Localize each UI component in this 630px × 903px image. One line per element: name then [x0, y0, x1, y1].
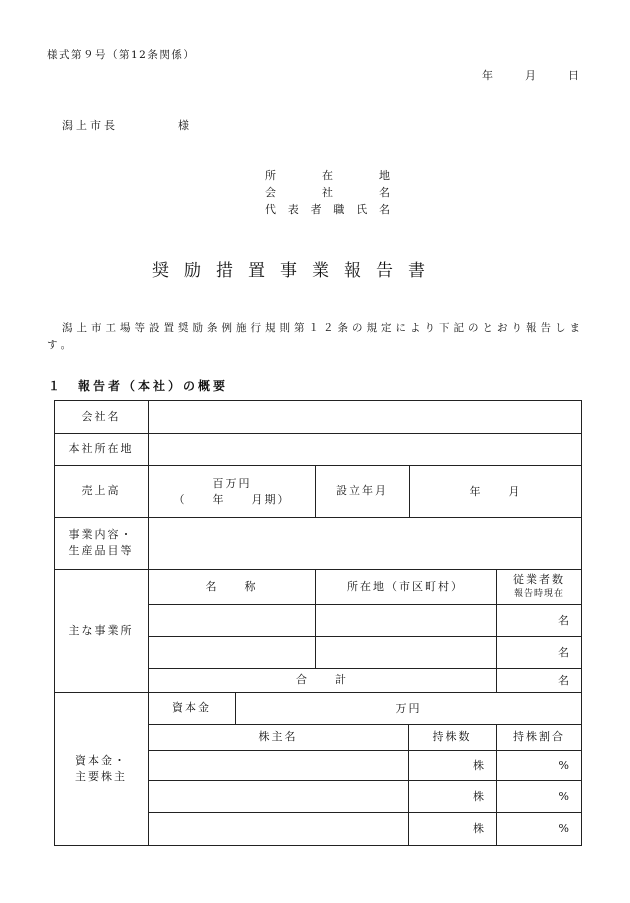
office-2-location-field[interactable] — [316, 637, 496, 668]
addressee: 潟上市長 — [62, 119, 118, 132]
company-name-field[interactable] — [149, 401, 581, 433]
shareholders-header-ratio: 持株割合 — [513, 730, 565, 744]
offices-header-employees — [496, 569, 582, 604]
shareholders-header-name: 株主名 — [258, 730, 298, 744]
capital-field[interactable]: 万円 — [395, 701, 422, 715]
office-1-employees-field[interactable]: 名 — [558, 613, 571, 627]
offices-label: 主な事業所 — [68, 623, 134, 637]
addressee-suffix: 様 — [178, 119, 192, 132]
form-number: 様式第９号（第12条関係） — [47, 49, 196, 61]
shareholder-1-shares-field[interactable]: 株 — [473, 758, 486, 772]
body-text-line1: 潟上市工場等設置奨励条例施行規則第１２条の規定により下記のとおり報告しま — [62, 322, 584, 334]
business-label: 事業内容・ 生産品目等 — [68, 528, 134, 557]
shareholder-3-shares-field[interactable]: 株 — [473, 822, 486, 836]
hq-address-label: 本社所在地 — [68, 442, 134, 456]
office-2-name-field[interactable] — [149, 637, 315, 668]
office-2-employees-field[interactable]: 名 — [558, 645, 571, 659]
address-label: 所 在 地 — [265, 169, 390, 182]
sales-field[interactable] — [149, 466, 315, 517]
shareholder-3-name-field[interactable] — [149, 813, 408, 845]
shareholder-1-name-field[interactable] — [149, 751, 408, 780]
shareholder-2-name-field[interactable] — [149, 781, 408, 812]
document-title: 奨励措置事業報告書 — [152, 261, 440, 281]
sales-label: 売上高 — [81, 484, 121, 498]
company-name-label: 会社名 — [81, 409, 121, 423]
total-label: 合 計 — [296, 673, 348, 687]
date-day-label: 日 — [568, 69, 582, 82]
offices-header-name: 名 称 — [205, 579, 258, 593]
representative-label: 代 表 者 職 氏 名 — [265, 203, 390, 216]
business-field[interactable] — [149, 518, 581, 569]
sales-period: （ 年 月期） — [173, 492, 291, 506]
hq-address-field[interactable] — [149, 434, 581, 465]
established-field[interactable]: 年 月 — [469, 484, 522, 498]
employees-label: 従業者数 — [513, 572, 565, 586]
date-month-label: 月 — [525, 69, 539, 82]
shareholder-3-ratio-field[interactable]: % — [558, 822, 571, 836]
shareholder-2-ratio-field[interactable]: % — [558, 789, 571, 803]
office-1-name-field[interactable] — [149, 605, 315, 636]
sales-unit: 百万円 — [212, 476, 252, 490]
employees-sublabel: 報告時現在 — [513, 589, 564, 599]
total-employees-field[interactable]: 名 — [558, 673, 571, 687]
company-label: 会 社 名 — [265, 186, 390, 199]
body-text-line2: す。 — [47, 339, 76, 351]
established-label: 設立年月 — [336, 484, 388, 498]
shareholders-header-shares: 持株数 — [432, 730, 472, 744]
shareholder-1-ratio-field[interactable]: % — [558, 758, 571, 772]
capital-section-label: 資本金・ 主要株主 — [75, 753, 127, 783]
offices-header-location: 所在地（市区町村） — [347, 579, 464, 593]
shareholder-2-shares-field[interactable]: 株 — [473, 789, 486, 803]
section-heading: １ 報告者（本社）の概要 — [48, 379, 229, 393]
capital-label: 資本金 — [172, 701, 211, 715]
date-year-label: 年 — [482, 69, 496, 82]
office-1-location-field[interactable] — [316, 605, 496, 636]
